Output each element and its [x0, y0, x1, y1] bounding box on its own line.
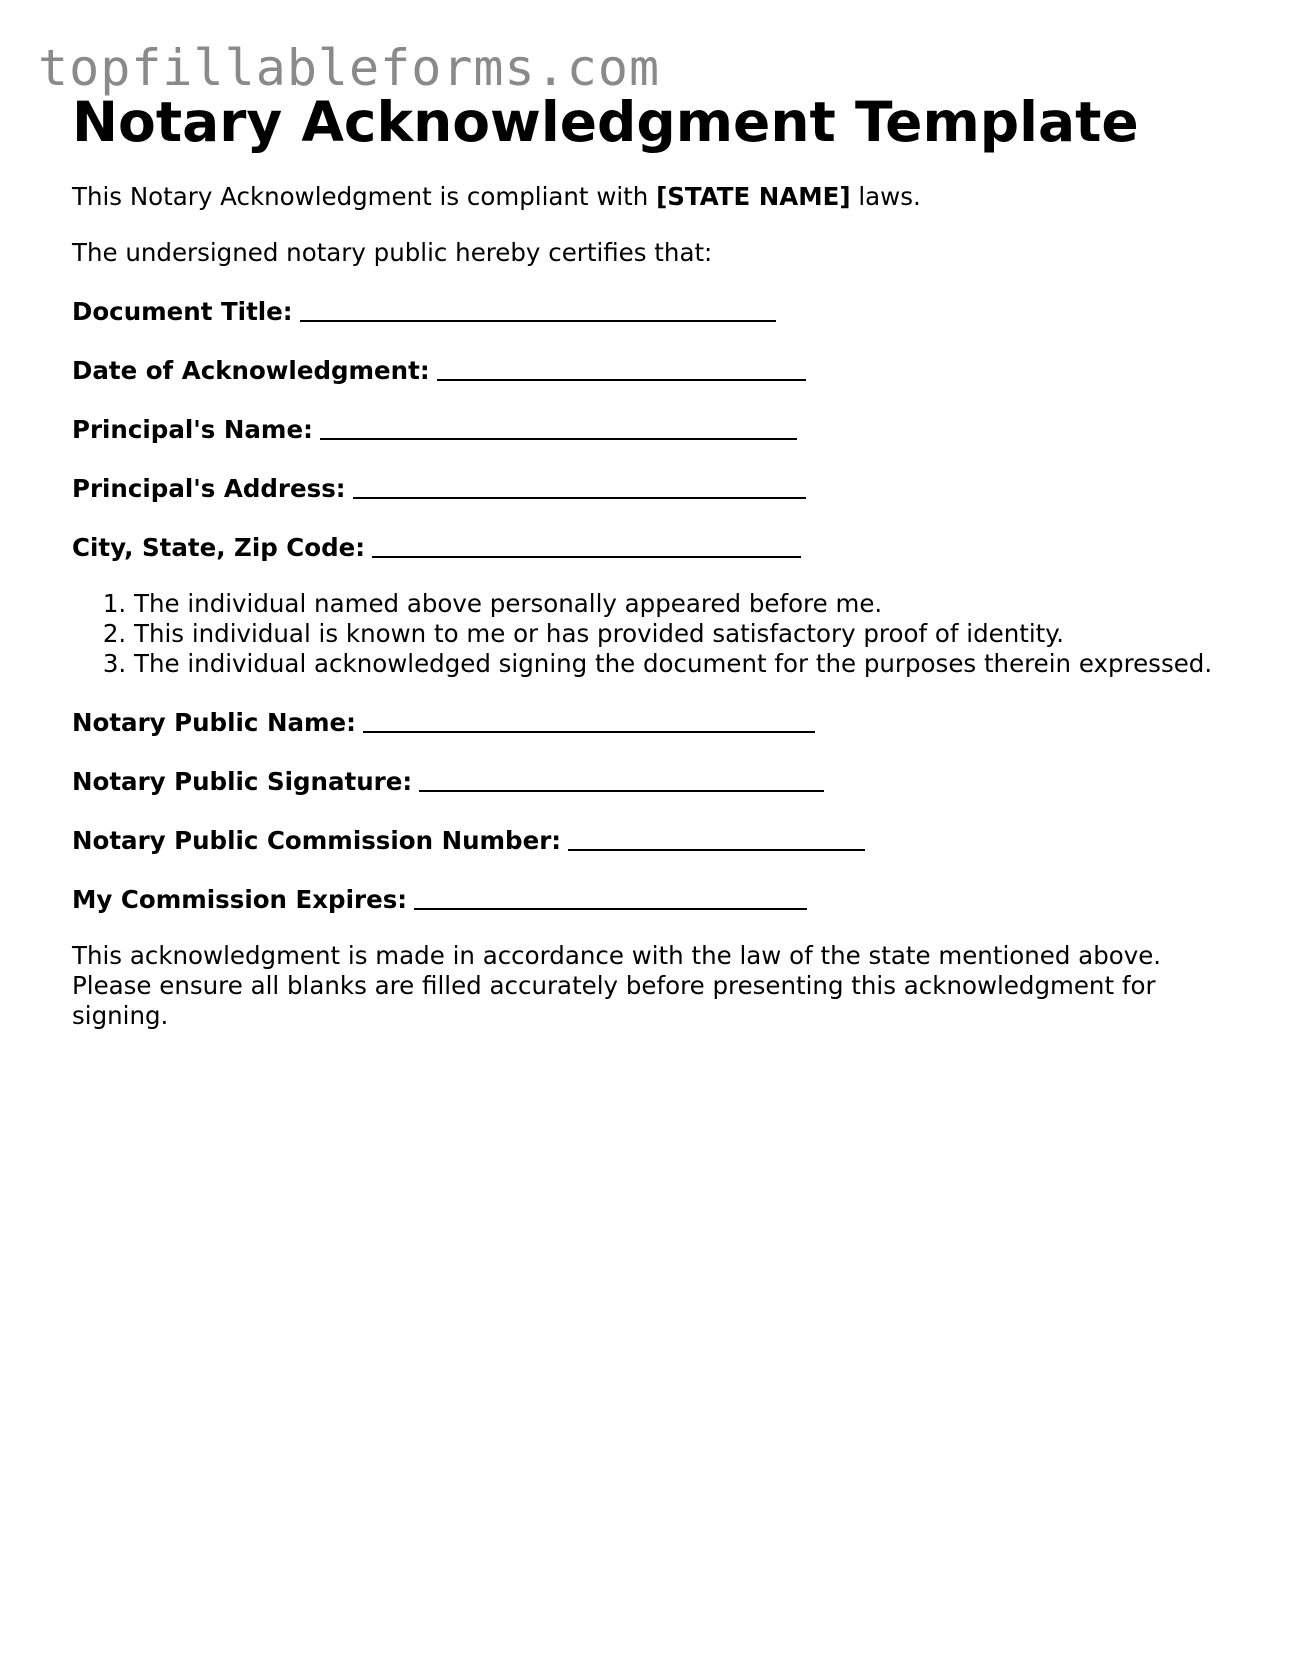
notary-name-blank[interactable] [363, 707, 815, 733]
list-item: 3. The individual acknowledged signing the document for the purposes therein expressed. [134, 649, 1222, 679]
notary-name-field [72, 705, 1222, 738]
principal-name-label: Principal's Name: [72, 415, 313, 444]
notary-name-label: Notary Public Name: [72, 708, 356, 737]
principal-address-blank[interactable] [353, 473, 806, 499]
commission-expires-blank[interactable] [414, 884, 807, 910]
closing-sentence: Please ensure all blanks are filled accurately before presenting this acknowledgment for signing. [72, 971, 1156, 1030]
acknowledgment-date-field [72, 353, 1222, 386]
compliance-text-before: This Notary Acknowledgment is compliant with [72, 182, 657, 211]
commission-number-field [72, 823, 1222, 856]
page-title: Notary Acknowledgment Template [72, 90, 1139, 154]
document-body [72, 86, 1222, 1031]
compliance-text-after: laws. [850, 182, 921, 211]
closing-sentence: This acknowledgment is made in accordance with the law of the state mentioned above. [72, 941, 1162, 970]
commission-number-blank[interactable] [568, 825, 865, 851]
principal-address-field [72, 471, 1222, 504]
document-title-field [72, 294, 1222, 327]
notary-signature-blank[interactable] [419, 766, 824, 792]
notary-signature-field [72, 764, 1222, 797]
list-item: 1. The individual named above personally appeared before me. [134, 589, 1222, 619]
city-state-zip-field [72, 530, 1222, 563]
closing-note [72, 941, 1212, 1031]
compliance-statement [72, 182, 1222, 212]
acknowledgment-date-label: Date of Acknowledgment: [72, 356, 430, 385]
state-name-placeholder: [STATE NAME] [656, 182, 851, 211]
principal-address-label: Principal's Address: [72, 474, 346, 503]
principal-name-field [72, 412, 1222, 445]
city-state-zip-label: City, State, Zip Code: [72, 533, 366, 562]
commission-expires-label: My Commission Expires: [72, 885, 408, 914]
commission-expires-field [72, 882, 1222, 915]
notary-signature-label: Notary Public Signature: [72, 767, 413, 796]
certification-statement: The undersigned notary public hereby certifies that: [72, 238, 713, 267]
commission-number-label: Notary Public Commission Number: [72, 826, 562, 855]
document-title-blank[interactable] [300, 296, 776, 322]
certification-list [72, 589, 1222, 679]
city-state-zip-blank[interactable] [372, 532, 801, 558]
principal-name-blank[interactable] [320, 414, 797, 440]
list-item: 2. This individual is known to me or has provided satisfactory proof of identity. [134, 619, 1222, 649]
watermark-logo-text: topfillableforms.com [38, 39, 661, 97]
acknowledgment-date-blank[interactable] [437, 355, 806, 381]
document-title-label: Document Title: [72, 297, 293, 326]
